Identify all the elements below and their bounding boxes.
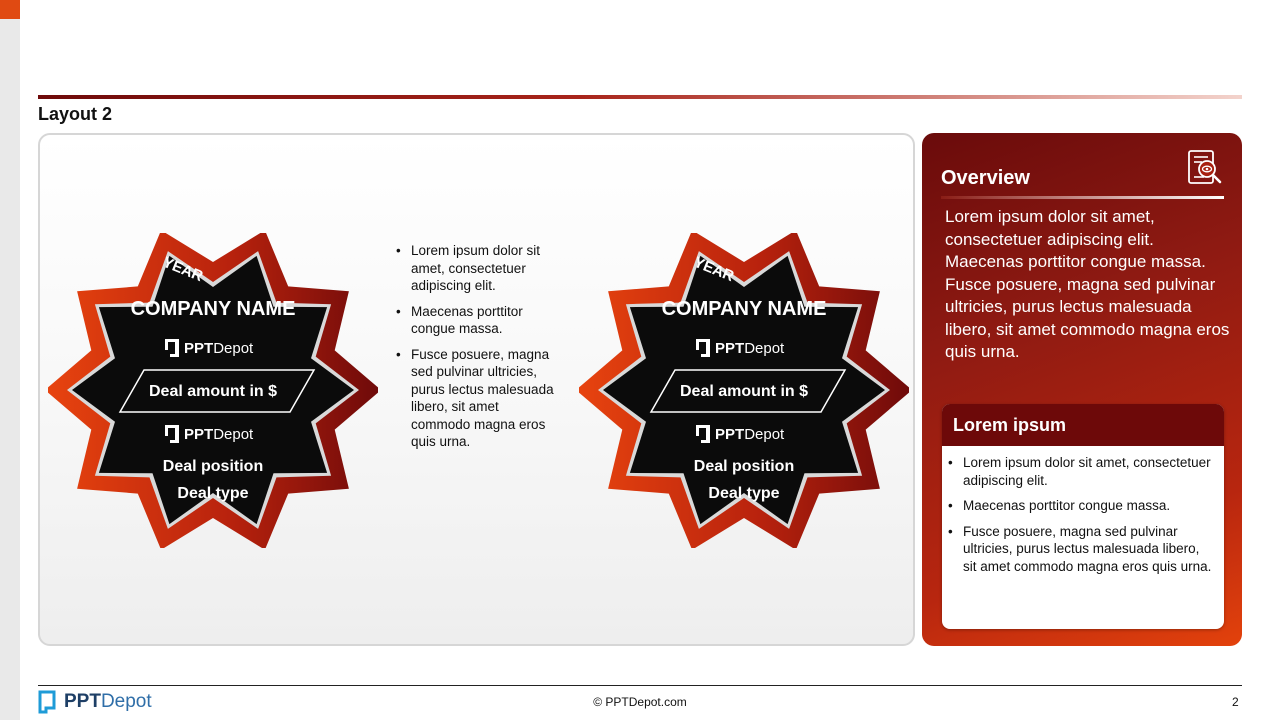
pptdepot-logo-icon [696, 425, 710, 443]
footer-logo: PPT Depot [38, 689, 152, 715]
overview-text: Lorem ipsum dolor sit amet, consectetuer adipiscing elit. Maecenas porttitor congue massa. Fusce posuere, magna sed pulvinar ultricies, purus lectus malesuada libero, sit amet commodo magna eros quis urna. [945, 207, 1230, 361]
badge-logo: PPT Depot [165, 423, 261, 445]
lorem-card-list [942, 446, 1224, 575]
list-item: • Lorem ipsum dolor sit amet, consectetuer adipiscing elit. [948, 454, 1214, 489]
left-strip [0, 0, 20, 720]
badge-logo: PPT Depot [165, 337, 261, 359]
lorem-card [942, 404, 1224, 629]
page-title: Layout 2 [38, 104, 113, 124]
title-rule [38, 95, 1242, 99]
badge-deal-type: Deal type [708, 485, 780, 502]
list-item: • Maecenas porttitor congue massa. [948, 497, 1214, 515]
badge-company-name: COMPANY NAME [661, 298, 827, 320]
badge-year: YEAR [160, 253, 206, 286]
company-badge-1 [48, 233, 378, 548]
pptdepot-logo-icon [696, 339, 710, 357]
list-item: • Maecenas porttitor congue massa. [396, 303, 558, 338]
pptdepot-logo-icon [38, 690, 58, 714]
corner-accent [0, 0, 20, 19]
badge-company-name: COMPANY NAME [130, 298, 296, 320]
badge-deal-amount: Deal amount in $ [679, 383, 809, 400]
badge-year: YEAR [691, 253, 737, 286]
badge-deal-position: Deal position [162, 458, 264, 475]
lorem-card-title: Lorem ipsum [942, 404, 1224, 446]
list-item: • Fusce posuere, magna sed pulvinar ultricies, purus lectus malesuada libero, sit amet commodo magna eros quis urna. [948, 523, 1214, 576]
overview-rule [941, 196, 1224, 199]
document-search-icon [1186, 149, 1224, 187]
badge-deal-amount: Deal amount in $ [148, 383, 278, 400]
badge-deal-type: Deal type [177, 485, 249, 502]
footer-rule [38, 685, 1242, 686]
list-item: • Fusce posuere, magna sed pulvinar ultricies, purus lectus malesuada libero, sit amet commodo magna eros quis urna. [396, 346, 558, 451]
overview-title: Overview [941, 167, 1030, 189]
badge-logo: PPT Depot [696, 337, 792, 359]
footer-copyright: © PPTDepot.com [593, 695, 687, 709]
pptdepot-logo-icon [165, 425, 179, 443]
middle-bullet-list [396, 242, 558, 459]
badge-logo: PPT Depot [696, 423, 792, 445]
badge-deal-position: Deal position [693, 458, 795, 475]
pptdepot-logo-icon [165, 339, 179, 357]
list-item: • Lorem ipsum dolor sit amet, consectetuer adipiscing elit. [396, 242, 558, 295]
page-number: 2 [1232, 695, 1239, 709]
company-badge-2 [579, 233, 909, 548]
